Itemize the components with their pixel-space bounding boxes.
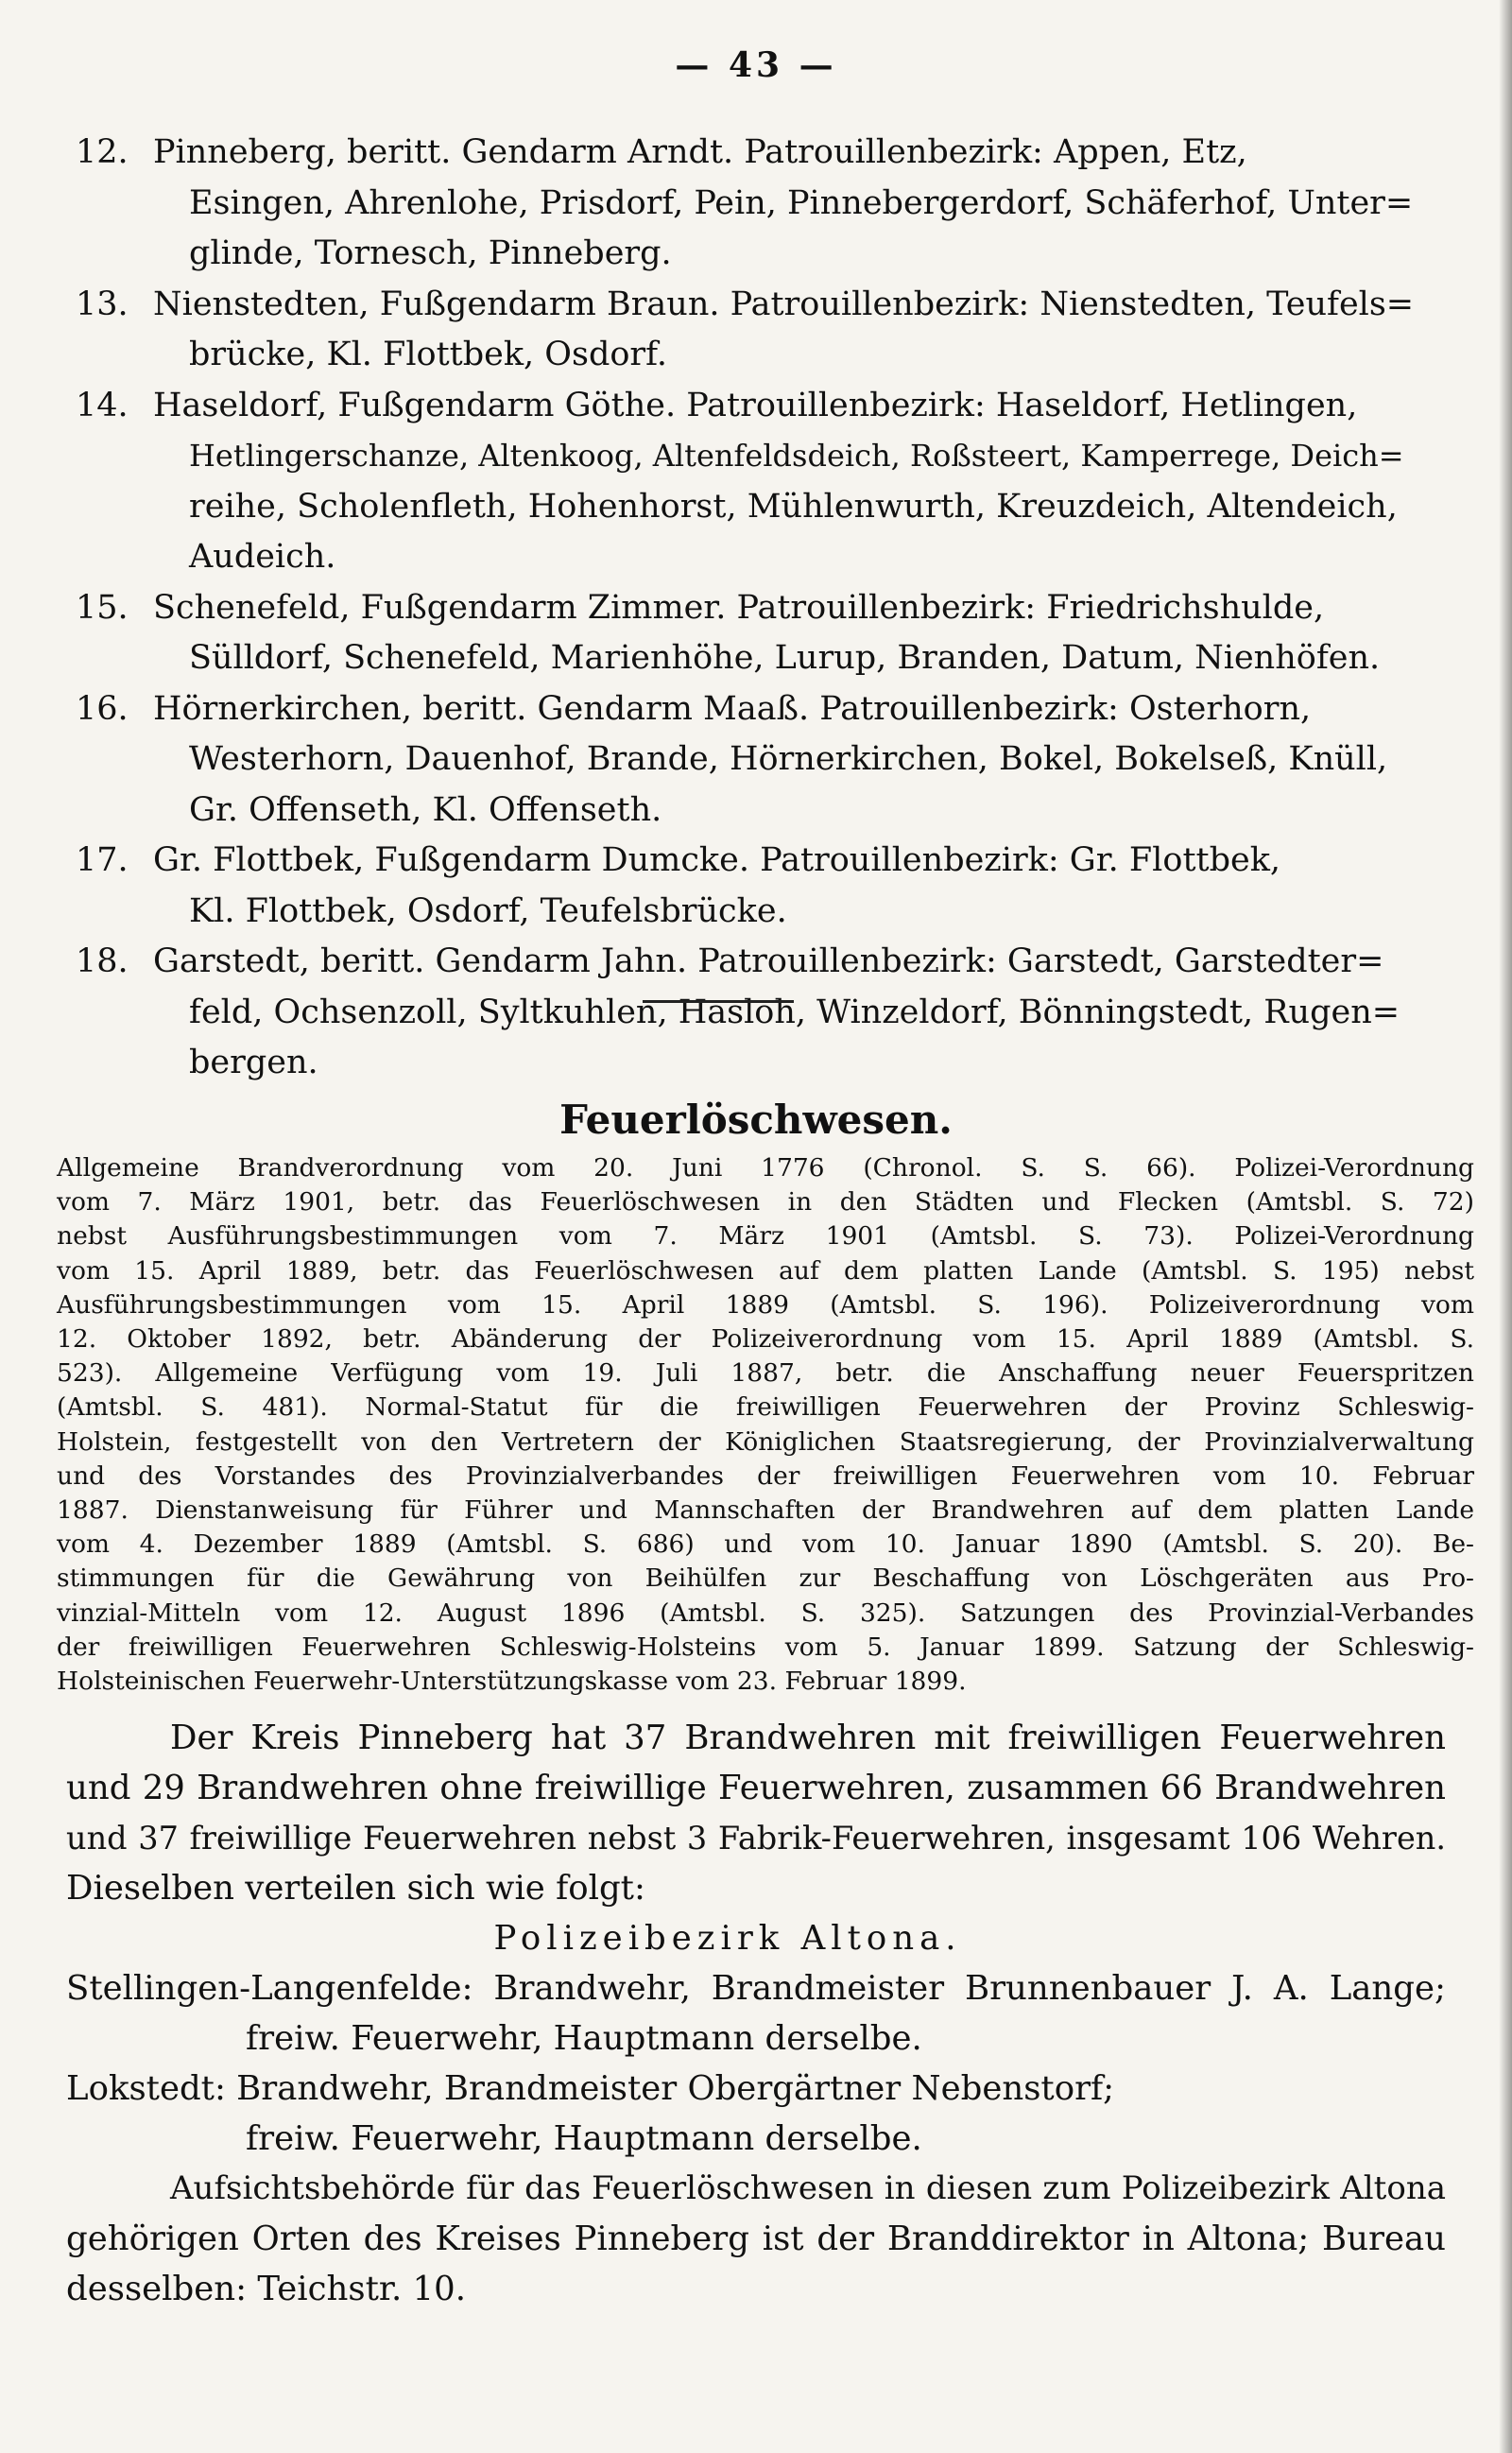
- entry-line: glinde, Tornesch, Pinneberg.: [189, 234, 672, 272]
- regulation-line: stimmungen für die Gewährung von Beihülfen zur Beschaffung von Löschgeräten aus Pro-: [57, 1563, 1474, 1594]
- location-entry: [66, 2064, 1446, 2164]
- entry-line: Audeich.: [189, 538, 336, 576]
- entry-line: Hörnerkirchen, beritt. Gendarm Maaß. Patrouillenbezirk: Osterhorn,: [153, 689, 1312, 728]
- entry-line: Garstedt, beritt. Gendarm Jahn. Patrouillenbezirk: Garstedt, Garstedter=: [153, 942, 1384, 980]
- location-line: Stellingen-Langenfelde: Brandwehr, Brandmeister Brunnenbauer J. A. Lange;: [66, 1969, 1446, 2008]
- regulations-paragraph: [57, 1151, 1474, 1699]
- entry-number: 13.: [76, 285, 129, 323]
- entry-number: 18.: [76, 942, 129, 980]
- list-item: [76, 937, 1418, 1089]
- entry-line: Gr. Offenseth, Kl. Offenseth.: [189, 790, 662, 829]
- supervision-line: gehörigen Orten des Kreises Pinneberg ist der Branddirektor in Altona; Bureau: [66, 2220, 1446, 2258]
- entry-line: feld, Ochsenzoll, Syltkuhlen, Hasloh, Winzeldorf, Bönningstedt, Rugen=: [189, 993, 1400, 1031]
- regulation-line: vom 15. April 1889, betr. das Feuerlöschwesen auf dem platten Lande (Amtsbl. S. 195) nebst: [57, 1255, 1474, 1286]
- regulation-line: vom 4. Dezember 1889 (Amtsbl. S. 686) und vom 10. Januar 1890 (Amtsbl. S. 20). Be-: [57, 1529, 1474, 1560]
- supervision-line: Aufsichtsbehörde für das Feuerlöschwesen in diesen zum Polizeibezirk Altona: [170, 2169, 1446, 2207]
- entry-line: Schenefeld, Fußgendarm Zimmer. Patrouillenbezirk: Friedrichshulde,: [153, 588, 1325, 627]
- entry-line: Gr. Flottbek, Fußgendarm Dumcke. Patrouillenbezirk: Gr. Flottbek,: [153, 841, 1281, 879]
- regulation-line: der freiwilligen Feuerwehren Schleswig-Holsteins vom 5. Januar 1899. Satzung der Schleswig-: [57, 1632, 1474, 1662]
- regulation-line: (Amtsbl. S. 481). Normal-Statut für die freiwilligen Feuerwehren der Provinz Schleswig-: [57, 1392, 1474, 1423]
- entry-line: Sülldorf, Schenefeld, Marienhöhe, Lurup, Branden, Datum, Nienhöfen.: [189, 639, 1381, 677]
- entry-line: brücke, Kl. Flottbek, Osdorf.: [189, 336, 667, 373]
- intro-line: und 29 Brandwehren ohne freiwillige Feuerwehren, zusammen 66 Brandwehren: [66, 1769, 1446, 1807]
- regulation-line: 523). Allgemeine Verfügung vom 19. Juli 1887, betr. die Anschaffung neuer Feuerspritzen: [57, 1358, 1474, 1389]
- regulation-line: Ausführungsbestimmungen vom 15. April 1889 (Amtsbl. S. 196). Polizeiverordnung vom: [57, 1289, 1474, 1320]
- entry-line: Hetlingerschanze, Altenkoog, Altenfeldsdeich, Roßsteert, Kamperrege, Deich=: [189, 438, 1404, 474]
- regulation-line: Holstein, festgestellt von den Vertretern der Königlichen Staatsregierung, der Provinzialverwaltung: [57, 1426, 1474, 1457]
- section-title: Feuerlöschwesen.: [559, 1097, 953, 1143]
- entry-number: 14.: [76, 386, 129, 424]
- location-line: freiw. Feuerwehr, Hauptmann derselbe.: [246, 2019, 922, 2058]
- location-line: Lokstedt: Brandwehr, Brandmeister Obergärtner Nebenstorf;: [66, 2069, 1115, 2108]
- intro-line: Dieselben verteilen sich wie folgt:: [66, 1869, 645, 1908]
- regulation-line: und des Vorstandes des Provinzialverbandes der freiwilligen Feuerwehren vom 10. Februar: [57, 1460, 1474, 1491]
- entry-number: 16.: [76, 689, 129, 728]
- regulation-line: nebst Ausführungsbestimmungen vom 7. März 1901 (Amtsbl. S. 73). Polizei-Verordnung: [57, 1221, 1474, 1252]
- section-divider: [643, 1000, 794, 1003]
- entry-line: Kl. Flottbek, Osdorf, Teufelsbrücke.: [189, 891, 787, 930]
- entry-number: 15.: [76, 588, 129, 627]
- entry-line: bergen.: [189, 1044, 318, 1081]
- entry-number: 17.: [76, 841, 129, 879]
- entry-line: Pinneberg, beritt. Gendarm Arndt. Patrouillenbezirk: Appen, Etz,: [153, 133, 1247, 171]
- entry-line: Nienstedten, Fußgendarm Braun. Patrouillenbezirk: Nienstedten, Teufels=: [153, 285, 1415, 323]
- page-edge-shadow: [1499, 0, 1512, 2453]
- intro-line: und 37 freiwillige Feuerwehren nebst 3 Fabrik-Feuerwehren, insgesamt 106 Wehren.: [66, 1820, 1446, 1857]
- regulation-line: vinzial-Mitteln vom 12. August 1896 (Amtsbl. S. 325). Satzungen des Provinzial-Verbandes: [57, 1598, 1474, 1628]
- list-item: [76, 381, 1418, 583]
- entry-line: Westerhorn, Dauenhof, Brande, Hörnerkirchen, Bokel, Bokelseß, Knüll,: [189, 740, 1388, 778]
- regulation-line: 1887. Dienstanweisung für Führer und Mannschaften der Brandwehren auf dem platten Lande: [57, 1495, 1474, 1526]
- gendarm-district-list: [76, 128, 1418, 1089]
- entry-line: Haseldorf, Fußgendarm Göthe. Patrouillenbezirk: Haseldorf, Hetlingen,: [153, 386, 1358, 424]
- regulation-line: 12. Oktober 1892, betr. Abänderung der Polizeiverordnung vom 15. April 1889 (Amtsbl. S.: [57, 1324, 1474, 1355]
- location-line: freiw. Feuerwehr, Hauptmann derselbe.: [246, 2119, 922, 2158]
- body-text: [66, 1713, 1446, 2314]
- location-entry: [66, 1963, 1446, 2064]
- regulation-line: Holsteinischen Feuerwehr-Unterstützungskasse vom 23. Februar 1899.: [57, 1667, 967, 1697]
- regulation-line: Allgemeine Brandverordnung vom 20. Juni 1776 (Chronol. S. S. 66). Polizei-Verordnung: [57, 1153, 1474, 1183]
- entry-number: 12.: [76, 133, 129, 171]
- intro-line: Der Kreis Pinneberg hat 37 Brandwehren mit freiwilligen Feuerwehren: [170, 1719, 1446, 1757]
- list-item: [76, 128, 1418, 280]
- entry-line: Esingen, Ahrenlohe, Prisdorf, Pein, Pinnebergerdorf, Schäferhof, Unter=: [189, 183, 1414, 222]
- supervision-line: desselben: Teichstr. 10.: [66, 2270, 466, 2308]
- page-number: — 43 —: [675, 45, 837, 85]
- regulation-line: vom 7. März 1901, betr. das Feuerlöschwesen in den Städten und Flecken (Amtsbl. S. 72): [57, 1187, 1474, 1218]
- list-item: [76, 684, 1418, 837]
- list-item: [76, 836, 1418, 937]
- district-title: Polizeibezirk Altona.: [493, 1919, 962, 1958]
- list-item: [76, 583, 1418, 684]
- entry-line: reihe, Scholenfleth, Hohenhorst, Mühlenwurth, Kreuzdeich, Altendeich,: [189, 487, 1398, 526]
- list-item: [76, 280, 1418, 381]
